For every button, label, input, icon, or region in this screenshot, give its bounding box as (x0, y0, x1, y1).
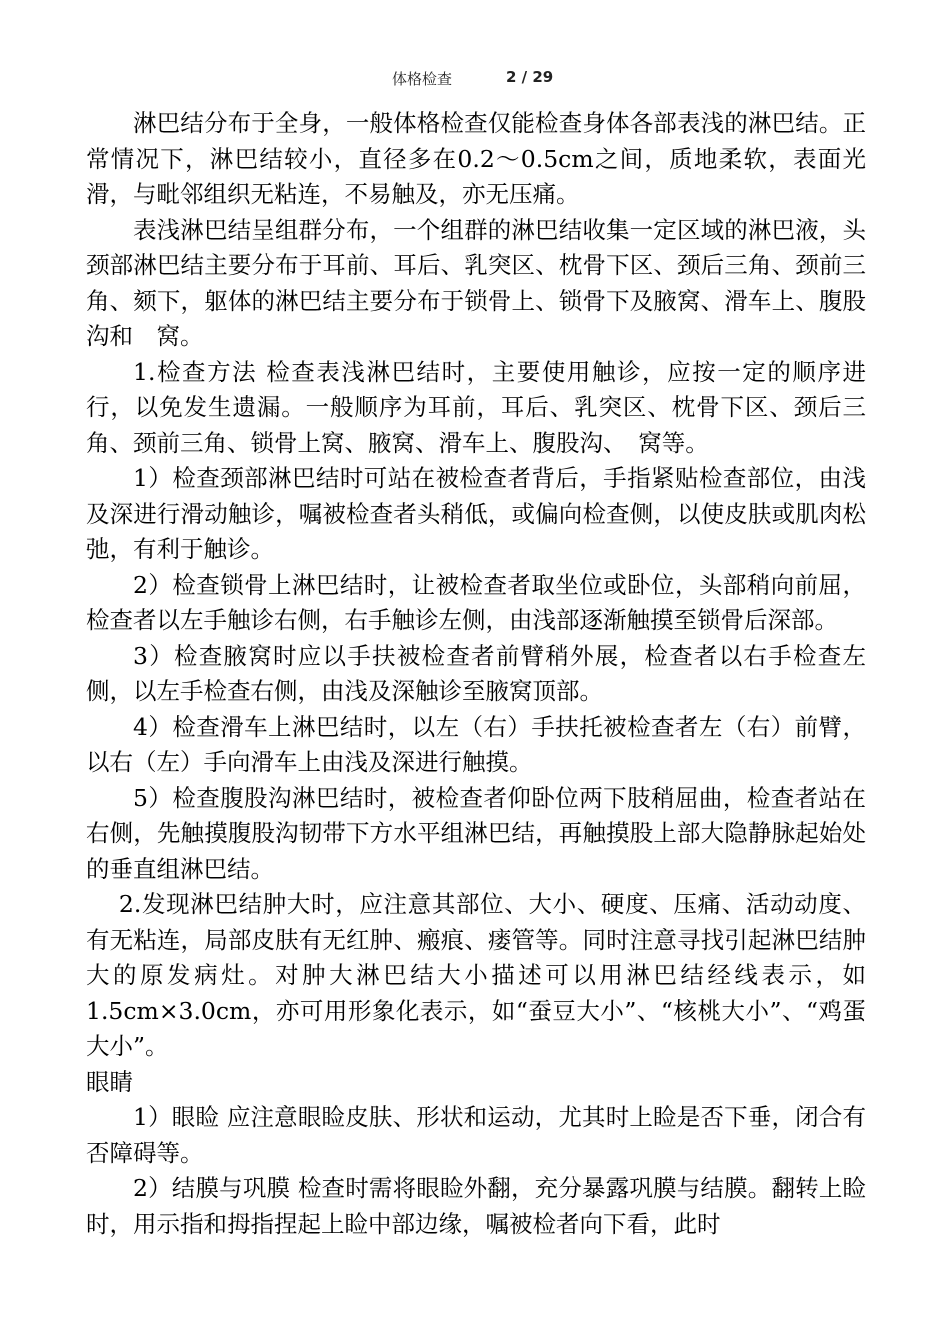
paragraph-lymph-distribution: 表浅淋巴结呈组群分布，一个组群的淋巴结收集一定区域的淋巴液，头颈部淋巴结主要分布于耳前、耳后、乳突区、枕骨下区、颈后三角、颈前三角、颏下，躯体的淋巴结主要分布于锁骨上、锁骨下及腋窝、滑车上、腹股沟和 窝。 (86, 215, 866, 350)
paragraph-exam-method: 1.检查方法 检查表浅淋巴结时，主要使用触诊，应按一定的顺序进行，以免发生遗漏。一般顺序为耳前，耳后、乳突区、枕骨下区、颈后三角、颈前三角、锁骨上窝、腋窝、滑车上、腹股沟、 窝等。 (86, 357, 866, 457)
paragraph-inguinal-exam: 5）检查腹股沟淋巴结时，被检查者仰卧位两下肢稍屈曲，检查者站在右侧，先触摸腹股沟韧带下方水平组淋巴结，再触摸股上部大隐静脉起始处的垂直组淋巴结。 (86, 783, 866, 883)
header-title: 体格检查 (392, 70, 453, 88)
page-header (0, 68, 950, 92)
paragraph-conjunctiva-sclera: 2）结膜与巩膜 检查时需将眼睑外翻，充分暴露巩膜与结膜。翻转上睑时，用示指和拇指捏起上睑中部边缘，嘱被检者向下看，此时 (86, 1174, 866, 1238)
paragraph-epitrochlear-exam: 4）检查滑车上淋巴结时，以左（右）手扶托被检查者左（右）前臂，以右（左）手向滑车上由浅及深进行触摸。 (86, 712, 866, 776)
paragraph-neck-exam: 1）检查颈部淋巴结时可站在被检查者背后，手指紧贴检查部位，由浅及深进行滑动触诊，嘱被检查者头稍低，或偏向检查侧，以使皮肤或肌肉松弛，有利于触诊。 (86, 464, 866, 563)
paragraph-axilla-exam: 3）检查腋窝时应以手扶被检查者前臂稍外展，检查者以右手检查左侧，以左手检查右侧，由浅及深触诊至腋窝顶部。 (86, 641, 866, 705)
page-number: 2 / 29 (506, 68, 554, 86)
paragraph-supraclavicular-exam: 2）检查锁骨上淋巴结时，让被检查者取坐位或卧位，头部稍向前屈，检查者以左手触诊右侧，右手触诊左侧，由浅部逐渐触摸至锁骨后深部。 (86, 570, 866, 634)
paragraph-lymph-intro: 淋巴结分布于全身，一般体格检查仅能检查身体各部表浅的淋巴结。正常情况下，淋巴结较小，直径多在0.2～0.5cm之间，质地柔软，表面光滑，与毗邻组织无粘连，不易触及，亦无压痛。 (86, 109, 866, 208)
document-body (86, 106, 866, 1242)
section-heading-eyes: 眼睛 (86, 1067, 133, 1096)
paragraph-eyelid: 1）眼睑 应注意眼睑皮肤、形状和运动，尤其时上睑是否下垂，闭合有否障碍等。 (86, 1103, 866, 1167)
paragraph-enlarged-nodes: 2.发现淋巴结肿大时，应注意其部位、大小、硬度、压痛、活动动度、有无粘连，局部皮肤有无红肿、瘢痕、瘘管等。同时注意寻找引起淋巴结肿大的原发病灶。对肿大淋巴结大小描述可以用淋巴结经线表示，如1.5cm×3.0cm，亦可用形象化表示，如“蚕豆大小”、“核桃大小”、“鸡蛋大小”。 (86, 890, 866, 1060)
